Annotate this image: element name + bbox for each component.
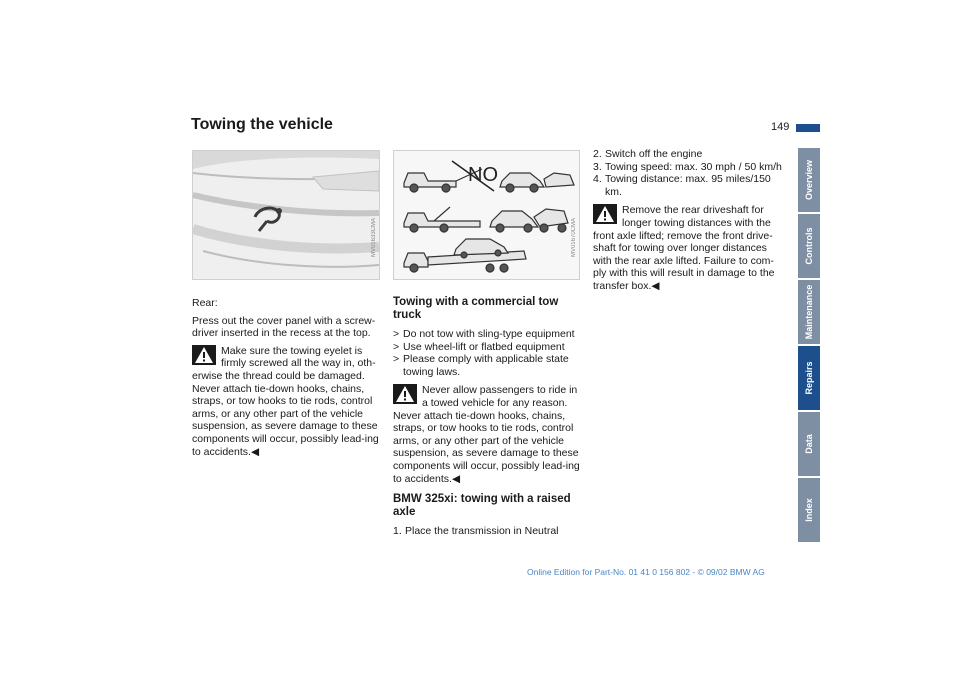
heading-commercial-tow-truck: Towing with a commercial tow truck xyxy=(393,296,559,321)
warning-towing-eyelet xyxy=(192,345,384,458)
figure-code: MV01670CMA xyxy=(571,217,577,257)
rear-bumper-illustration xyxy=(193,151,379,279)
footer-edition: Online Edition for Part-No. 01 41 0 156 802 - © 09/02 BMW AG xyxy=(527,567,765,577)
tab-data[interactable] xyxy=(798,412,820,476)
warning-text: Never allow passengers to ride in a towed vehicle for any reason. Never attach tie-down hooks, chains, straps, or tow hooks to tie rods, control arms, or any other part of the vehicle suspension, as severe damage to these components will occur, possibly lead-ing to accidents.◀ xyxy=(393,384,580,485)
raised-axle-steps-continued xyxy=(593,148,785,198)
warning-icon xyxy=(593,204,617,224)
warning-driveshaft xyxy=(593,204,785,292)
step-text: Place the transmission in Neutral xyxy=(405,525,559,538)
tab-label: Repairs xyxy=(804,361,814,395)
section-tabs xyxy=(798,148,820,544)
step-number: 4. xyxy=(593,173,602,186)
paragraph-cover-panel: Press out the cover panel with a screw-driver inserted in the recess at the top. xyxy=(192,314,376,340)
step-text: Towing distance: max. 95 miles/150 km. xyxy=(605,173,771,198)
figure-rear-towing-eyelet xyxy=(192,150,380,280)
list-item xyxy=(593,161,785,174)
tab-overview[interactable] xyxy=(798,148,820,212)
step-text: Towing speed: max. 30 mph / 50 km/h xyxy=(605,160,782,173)
list-item: > Do not tow with sling-type equipment xyxy=(393,328,585,341)
page-number-marker xyxy=(796,124,820,132)
column-left xyxy=(192,297,384,463)
figure-tow-truck-methods xyxy=(393,150,580,280)
tab-controls[interactable] xyxy=(798,214,820,278)
page-number: 149 xyxy=(771,121,790,133)
tow-truck-bullets xyxy=(393,328,585,378)
raised-axle-steps xyxy=(393,525,585,538)
tab-label: Index xyxy=(804,498,814,522)
step-number: 3. xyxy=(593,160,602,173)
heading-raised-axle: BMW 325xi: towing with a raised axle xyxy=(393,493,571,519)
list-item xyxy=(393,525,585,538)
step-number: 2. xyxy=(593,148,602,160)
tab-repairs[interactable] xyxy=(798,346,820,410)
step-text: Switch off the engine xyxy=(605,148,703,160)
list-item xyxy=(593,173,785,198)
tab-label: Data xyxy=(804,434,814,454)
column-right xyxy=(593,148,785,298)
page-title: Towing the vehicle xyxy=(191,116,333,133)
tab-label: Overview xyxy=(804,159,814,201)
step-number: 1. xyxy=(393,525,402,538)
warning-text: Make sure the towing eyelet is firmly screwed all the way in, oth-erwise the thread could be damaged. Never attach tie-down hooks, chains, straps, or tow hooks to tie rods, control arms, or any other part of the vehicle suspension, as severe damage to these components will occur, possibly lead-ing to accidents.◀ xyxy=(192,344,379,458)
list-item xyxy=(593,148,785,161)
column-middle xyxy=(393,296,585,544)
warning-passengers xyxy=(393,384,585,485)
list-item: > Use wheel-lift or flatbed equipment xyxy=(393,341,585,354)
tow-truck-illustration xyxy=(394,151,579,279)
tab-label: Controls xyxy=(804,227,814,265)
list-item: > Please comply with applicable state towing laws. xyxy=(393,353,585,378)
warning-text: Remove the rear driveshaft for longer towing distances with the front axle lifted; remove the front drive-shaft for towing over longer distances with the rear axle lifted. Failure to com-ply with this will result in damage to the transfer box.◀ xyxy=(593,204,775,292)
tab-label: Maintenance xyxy=(804,284,814,340)
warning-icon xyxy=(393,384,417,404)
figure-code: MV01633CMA xyxy=(371,217,377,257)
warning-icon xyxy=(192,345,216,365)
tab-index[interactable] xyxy=(798,478,820,542)
tab-maintenance[interactable] xyxy=(798,280,820,344)
no-label: NO xyxy=(468,164,498,186)
paragraph-rear: Rear: xyxy=(192,297,218,309)
